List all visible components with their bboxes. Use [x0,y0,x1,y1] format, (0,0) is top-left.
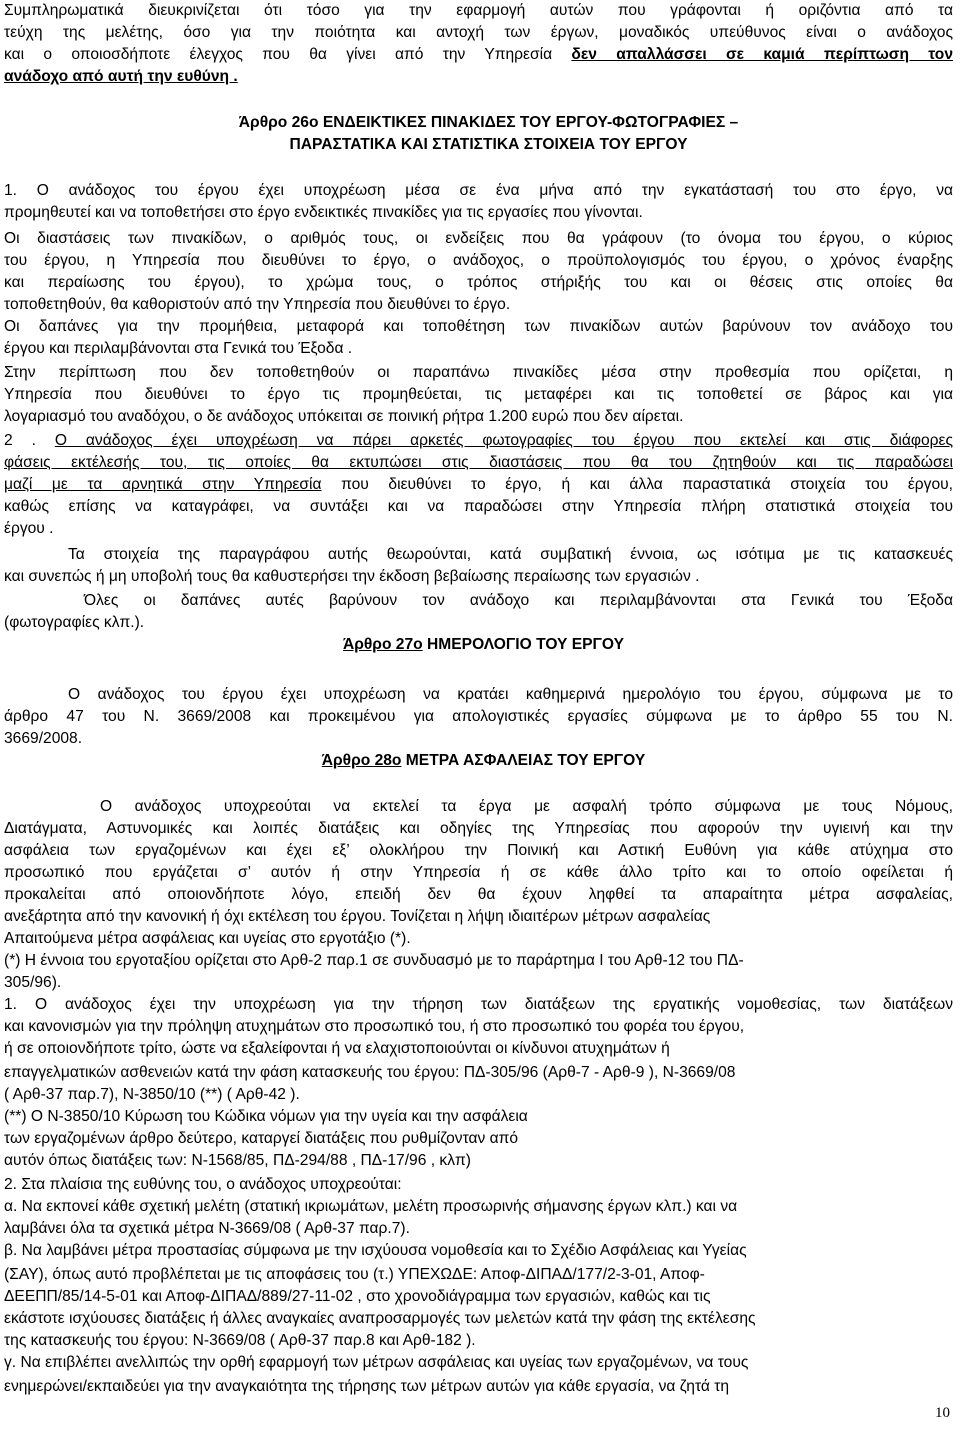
text-line: λαμβάνει όλα τα σχετικά μέτρα Ν-3669/08 ( Αρθ-37 παρ.7). [4,1220,410,1237]
underlined-text: φάσεις εκτέλεσής του, τις οποίες θα εκτυπώσει στις διαστάσεις που θα του ζητηθούν και τις παραδώσει [4,454,953,471]
text-line: επαγγελματικών ασθενειών κατά την φάση κατασκευής του έργου: ΠΔ-305/96 (Αρθ-7 - Αρθ-9 ), Ν-3669/08 [4,1064,736,1081]
text-line: ανεξάρτητα από την κανονική ή όχι εκτέλεση του έργου. Τονίζεται η λήψη ιδιαιτέρων μέτρων ασφαλείας [4,908,711,925]
text-line: (*) Η έννοια του εργοταξίου ορίζεται στο Αρθ-2 παρ.1 σε συνδυασμό με το παράρτημα Ι του Αρθ-12 του ΠΔ- [4,952,744,969]
article-26-heading: Άρθρο 26ο ΕΝΔΕΙΚΤΙΚΕΣ ΠΙΝΑΚΙΔΕΣ ΤΟΥ ΕΡΓΟΥ-ΦΩΤΟΓΡΑΦΙΕΣ – [238,114,739,131]
text-line: ή σε οποιονδήποτε τρίτο, ώστε να εξαλείφονται ή να ελαχιστοποιούνται οι κίνδυνοι ατυχημάτων ή [4,1040,670,1057]
text-line: 3669/2008. [4,730,83,747]
page-number: 10 [935,1405,950,1421]
text-line: λογαριασμό του αναδόχου, ο δε ανάδοχος υπόκειται σε ποινική ρήτρα 1.200 ευρώ που δεν αίρεται. [4,408,684,425]
text-line: των εργαζομένων άρθρο δεύτερο, καταργεί διατάξεις που ρυθμίζονταν από [4,1130,519,1147]
text-line: (**) Ο Ν-3850/10 Κύρωση του Κώδικα νόμων για την υγεία και την ασφάλεια [4,1108,528,1125]
text-line: (ΣΑΥ), όπως αυτό προβλέπεται με τις αποφάσεις του (τ.) ΥΠΕΧΩΔΕ: Αποφ-ΔΙΠΑΔ/177/2-3-01, Αποφ- [4,1266,705,1283]
text-line: ασφάλεια των εργαζομένων και έχει εξ’ ολοκλήρου την Ποινική και Αστική Ευθύνη για κάθε ατύχημα στο [4,842,953,859]
emphasis-text: δεν απαλλάσσει σε καμιά περίπτωση τον [571,46,953,63]
text-line: γ. Να επιβλέπει ανελλιπώς την ορθή εφαρμογή των μέτρων ασφάλειας και υγείας των εργαζομένων, να τους [4,1354,749,1371]
text-line: και περαίωσης του έργου), το χρώμα τους, ο τρόπος στήριξής του και οι θέσεις στις οποίες θα [4,274,953,291]
text-line: αυτόν όπως διατάξεις των: Ν-1568/85, ΠΔ-294/88 , ΠΔ-17/96 , κλπ) [4,1152,471,1169]
text-line: καθώς επίσης να καταγράφει, να συντάξει και να παραδώσει στην Υπηρεσία πλήρη στατιστικά στοιχεία του [4,498,953,515]
text-line: ενημερώνει/εκπαιδεύει για την αναγκαιότητα της τήρησης των μέτρων αυτών για κάθε εργασία, να ζητά τη [4,1378,730,1395]
text-line: Όλες οι δαπάνες αυτές βαρύνουν τον ανάδοχο και περιλαμβάνονται στα Γενικά του Έξοδα [84,592,953,609]
text-line: ΔΕΕΠΠ/85/14-5-01 και Αποφ-ΔΙΠΑΔ/889/27-11-02 , στο χρονοδιάγραμμα των εργασιών, καθώς και τις [4,1288,711,1305]
text-line: 2 . Ο ανάδοχος έχει υποχρέωση να πάρει αρκετές φωτογραφίες του έργου που εκτελεί και στις διάφορες [4,432,953,449]
text-line: Διατάγματα, Αστυνομικές και λοιπές διατάξεις και οδηγίες της Υπηρεσίας που αφορούν την υγιεινή και την [4,820,953,837]
text-line: Ο ανάδοχος του έργου έχει υποχρέωση να κρατάει καθημερινά ημερολόγιο του έργου, σύμφωνα με το [68,686,953,703]
underlined-text: μαζί με τα αρνητικά στην Υπηρεσία [4,476,322,493]
text-line: τοποθετηθούν, θα καθοριστούν από την Υπηρεσία που διευθύνει το έργο. [4,296,511,313]
article-28-heading: Άρθρο 28ο ΜΕΤΡΑ ΑΣΦΑΛΕΙΑΣ ΤΟΥ ΕΡΓΟΥ [321,752,646,769]
text-line: έργου και περιλαμβάνονται στα Γενικά του Έξοδα . [4,340,353,357]
text-line: προσωπικό που εργάζεται σ’ αυτόν ή στην Υπηρεσία ή σε κάθε άλλο τρίτο και το οποίο οφείλεται ή [4,864,953,881]
text-line: μαζί με τα αρνητικά στην Υπηρεσία που διευθύνει το έργο, ή και άλλα παραστατικά στοιχεία του έργου, [4,476,953,493]
text-line: 305/96). [4,974,62,991]
text-line: προκαλείται από οποιονδήποτε λόγο, επειδή δεν θα έχουν ληφθεί τα απαραίτητα μέτρα ασφαλείας, [4,886,953,903]
text-line: 1. Ο ανάδοχος του έργου έχει υποχρέωση μέσα σε ένα μήνα από την εγκατάστασή του στο έργο, να [4,182,953,199]
text-line: Απαιτούμενα μέτρα ασφάλειας και υγείας στο εργοτάξιο (*). [4,930,411,947]
text-line: Οι δαπάνες για την προμήθεια, μεταφορά και τοποθέτηση των πινακίδων αυτών βαρύνουν τον ανάδοχο του [4,318,953,335]
article-26-heading-cont: ΠΑΡΑΣΤΑΤΙΚΑ ΚΑΙ ΣΤΑΤΙΣΤΙΚΑ ΣΤΟΙΧΕΙΑ ΤΟΥ ΕΡΓΟΥ [289,136,688,153]
text-line: της κατασκευής του έργου: Ν-3669/08 ( Αρθ-37 παρ.8 και Αρθ-182 ). [4,1332,476,1349]
text-line: Ο ανάδοχος υποχρεούται να εκτελεί τα έργα με ασφαλή τρόπο σύμφωνα με τους Νόμους, [100,798,953,815]
text-line: προμηθευτεί και να τοποθετήσει στο έργο ενδεικτικές πινακίδες για τις εργασίες που γίνονται. [4,204,643,221]
text-line: Συμπληρωματικά διευκρινίζεται ότι τόσο για την εφαρμογή αυτών που γράφονται ή οριζόντια από τα [4,2,953,19]
text-line: 1. Ο ανάδοχος έχει την υποχρέωση για την τήρηση των διατάξεων της εργατικής νομοθεσίας, των διατάξεων [4,996,953,1013]
text-line: Τα στοιχεία της παραγράφου αυτής θεωρούνται, κατά συμβατική έννοια, ως ισότιμα με τις κατασκευές [68,546,953,563]
text-line: 2. Στα πλαίσια της ευθύνης του, ο ανάδοχος υποχρεούται: [4,1176,402,1193]
text-line: Οι διαστάσεις των πινακίδων, ο αριθμός τους, οι ενδείξεις που θα γράφουν (το όνομα του έργου, ο κύριος [4,230,953,247]
text-line: ( Αρθ-37 παρ.7), Ν-3850/10 (**) ( Αρθ-42 ). [4,1086,300,1103]
text-line: τεύχη της μελέτης, όσο για την ποιότητα και αντοχή των έργων, μοναδικός υπεύθυνος είναι ο ανάδοχος [4,24,953,41]
text-line [4,1398,904,1420]
text-line: και κανονισμών για την πρόληψη ατυχημάτων στο προσωπικό του, ή στο προσωπικό του φορέα του έργου, [4,1018,745,1035]
text-line: και ο οποιοσδήποτε έλεγχος που θα γίνει από την Υπηρεσία δεν απαλλάσσει σε καμιά περίπτωση τον [4,46,953,63]
text-line: έργου . [4,520,54,537]
emphasis-text: ανάδοχο από αυτή την ευθύνη . [4,68,238,85]
text-line: α. Να εκπονεί κάθε σχετική μελέτη (στατική ικριωμάτων, μελέτη προσωρινής σήμανσης έργων κλπ.) και να [4,1198,738,1215]
text-line: άρθρο 47 του Ν. 3669/2008 και προκειμένου για απολογιστικές εργασίες σύμφωνα με το άρθρο 55 του Ν. [4,708,953,725]
article-27-heading: Άρθρο 27ο ΗΜΕΡΟΛΟΓΙΟ ΤΟΥ ΕΡΓΟΥ [342,636,625,653]
text-line: του έργου, η Υπηρεσία που διευθύνει το έργο, ο ανάδοχος, ο προϋπολογισμός του έργου, ο χρόνος έναρξης [4,252,953,269]
text-line: και συνεπώς ή μη υποβολή τους θα καθυστερήσει την έκδοση βεβαίωσης περαίωσης των εργασιών . [4,568,700,585]
text-line: Στην περίπτωση που δεν τοποθετηθούν οι παραπάνω πινακίδες μέσα στην προθεσμία που ορίζεται, η [4,364,953,381]
underlined-text: Ο ανάδοχος έχει υποχρέωση να πάρει αρκετές φωτογραφίες του έργου που εκτελεί και στις διάφορες [54,432,953,449]
text-line: Υπηρεσία που διευθύνει το έργο τις προμηθεύεται, τις μεταφέρει και τις τοποθετεί σε βάρος και για [4,386,953,403]
text-line: (φωτογραφίες κλπ.). [4,614,145,631]
text-line: εκάστοτε ισχύουσες διατάξεις ή άλλες αναγκαίες αναπροσαρμογές των μελετών κατά την φάση της εκτέλεσης [4,1310,756,1327]
text-line: β. Να λαμβάνει μέτρα προστασίας σύμφωνα με την ισχύουσα νομοθεσία και το Σχέδιο Ασφάλειας και Υγείας [4,1242,747,1259]
